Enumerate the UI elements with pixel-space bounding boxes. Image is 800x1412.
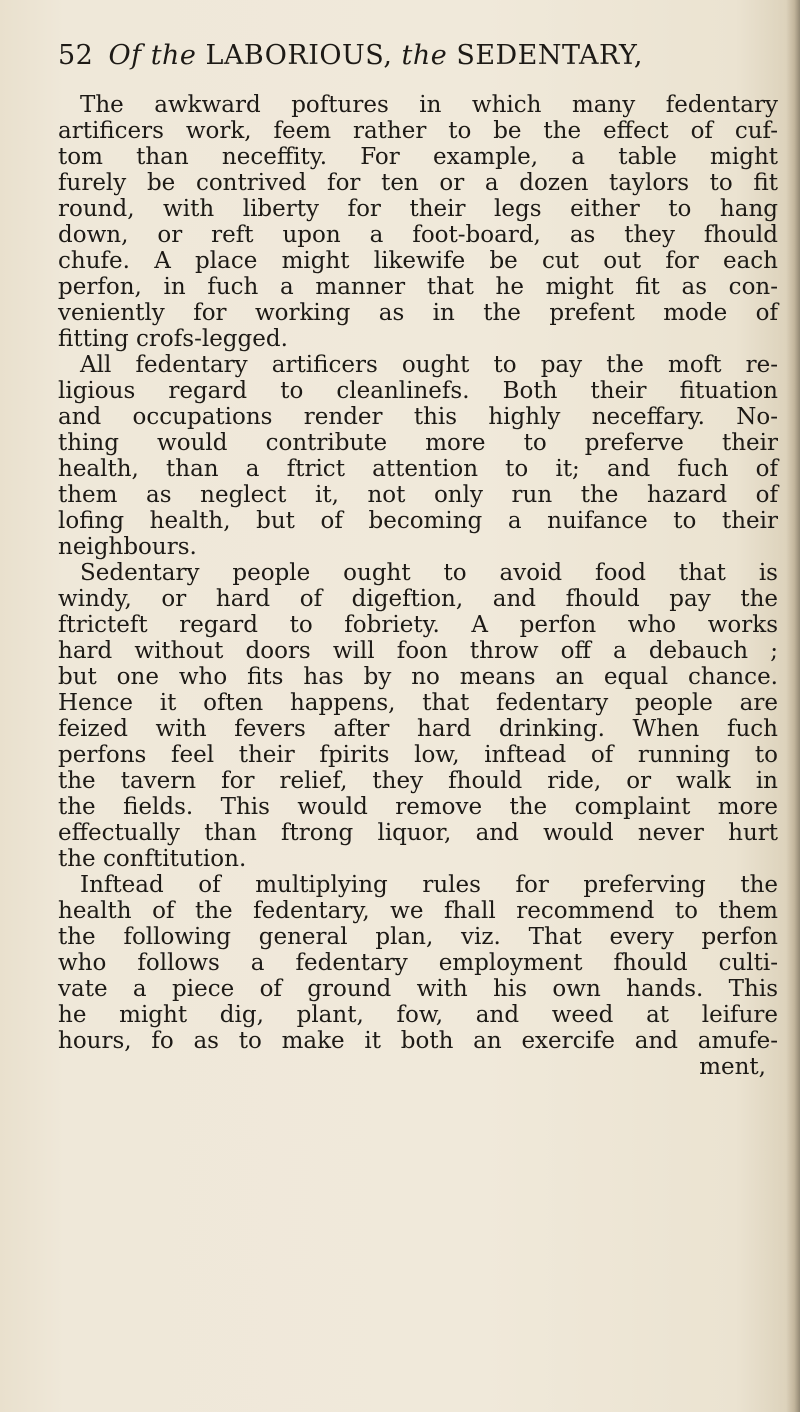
- text-line-21: ftricteft regard to fobriety. A perfon who works: [58, 612, 778, 638]
- text-line-6: down, or reft upon a foot-board, as they fhould: [58, 222, 778, 248]
- running-head-sedentary: SEDENTARY,: [456, 40, 643, 71]
- running-head-the-1: the: [150, 40, 197, 71]
- text-line-9: veniently for working as in the prefent mode of: [58, 300, 778, 326]
- text-line-5: round, with liberty for their legs either to hang: [58, 196, 778, 222]
- text-line-25: feized with fevers after hard drinking. When fuch: [58, 716, 778, 742]
- page-number: 52: [58, 40, 94, 71]
- text-line-4: furely be contrived for ten or a dozen taylors to fit: [58, 170, 778, 196]
- running-head-the-2: the: [401, 40, 448, 71]
- text-line-29: effectually than ftrong liquor, and would never hurt: [58, 820, 778, 846]
- body-text: [58, 92, 778, 1080]
- text-line-28: the fields. This would remove the complaint more: [58, 794, 778, 820]
- text-line-12: ligious regard to cleanlinefs. Both their fituation: [58, 378, 778, 404]
- running-head-laborious: LABORIOUS,: [205, 40, 393, 71]
- text-line-27: the tavern for relief, they fhould ride, or walk in: [58, 768, 778, 794]
- text-line-8: perfon, in fuch a manner that he might fit as con-: [58, 274, 778, 300]
- text-line-3: tom than neceffity. For example, a table might: [58, 144, 778, 170]
- text-line-36: he might dig, plant, fow, and weed at leifure: [58, 1002, 778, 1028]
- text-line-31: Inftead of multiplying rules for preferving the: [80, 872, 778, 898]
- text-line-1: The awkward poftures in which many fedentary: [80, 92, 778, 118]
- text-line-32: health of the fedentary, we fhall recommend to them: [58, 898, 778, 924]
- text-line-35: vate a piece of ground with his own hands. This: [58, 976, 778, 1002]
- text-line-26: perfons feel their fpirits low, inftead of running to: [58, 742, 778, 768]
- text-line-7: chufe. A place might likewife be cut out for each: [58, 248, 778, 274]
- text-line-15: health, than a ftrict attention to it; and fuch of: [58, 456, 778, 482]
- text-line-34: who follows a fedentary employment fhould culti-: [58, 950, 778, 976]
- text-line-16: them as neglect it, not only run the hazard of: [58, 482, 778, 508]
- text-line-2: artificers work, feem rather to be the effect of cuf-: [58, 118, 778, 144]
- running-head: [58, 40, 643, 71]
- text-line-24: Hence it often happens, that fedentary people are: [58, 690, 778, 716]
- text-line-14: thing would contribute more to preferve their: [58, 430, 778, 456]
- text-line-33: the following general plan, viz. That every perfon: [58, 924, 778, 950]
- text-line-13: and occupations render this highly neceffary. No-: [58, 404, 778, 430]
- text-line-11: All fedentary artificers ought to pay the moft re-: [80, 352, 778, 378]
- text-line-18: neighbours.: [58, 534, 197, 560]
- text-line-22: hard without doors will foon throw off a debauch ;: [58, 638, 778, 664]
- text-line-19: Sedentary people ought to avoid food that is: [80, 560, 778, 586]
- running-head-of: Of: [108, 40, 142, 71]
- text-line-10: fitting crofs-legged.: [58, 326, 288, 352]
- text-line-17: lofing health, but of becoming a nuifance to their: [58, 508, 778, 534]
- page-edge-shadow: [786, 0, 800, 1412]
- text-line-30: the conftitution.: [58, 846, 247, 872]
- catchword: ment,: [699, 1054, 766, 1080]
- text-line-37: hours, fo as to make it both an exercife and amufe-: [58, 1028, 778, 1054]
- text-line-23: but one who fits has by no means an equal chance.: [58, 664, 778, 690]
- text-line-20: windy, or hard of digeftion, and fhould pay the: [58, 586, 778, 612]
